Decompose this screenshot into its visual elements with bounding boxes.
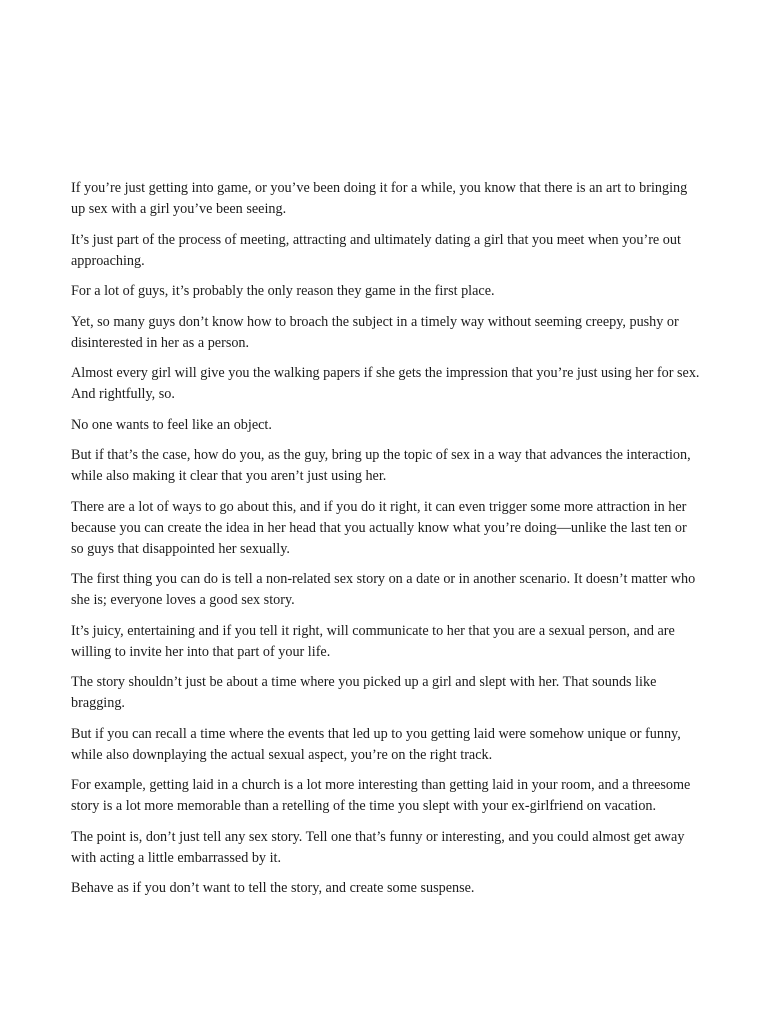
paragraph: But if you can recall a time where the events that led up to you getting laid were somehow unique or funny, while also downplaying the actual sexual aspect, you’re on the right track. xyxy=(71,725,681,763)
paragraph: It’s just part of the process of meeting, attracting and ultimately dating a girl that you meet when you’re out approaching. xyxy=(71,231,681,269)
paragraph: For a lot of guys, it’s probably the only reason they game in the first place. xyxy=(71,283,495,299)
paragraph: The story shouldn’t just be about a time where you picked up a girl and slept with her. That sounds like bragging. xyxy=(71,674,657,711)
paragraph: The point is, don’t just tell any sex story. Tell one that’s funny or interesting, and you could almost get away with acting a little embarrassed by it. xyxy=(71,828,685,866)
paragraph: Almost every girl will give you the walking papers if she gets the impression that you’re just using her for sex. And rightfully, so. xyxy=(71,365,700,402)
paragraph: There are a lot of ways to go about this, and if you do it right, it can even trigger some more attraction in her because you can create the idea in her head that you actually know what you’re doing—unlike the last ten or so guys that disappointed her sexually. xyxy=(71,498,687,557)
paragraph: It’s juicy, entertaining and if you tell it right, will communicate to her that you are a sexual person, and are willing to invite her into that part of your life. xyxy=(71,622,675,660)
paragraph: Yet, so many guys don’t know how to broach the subject in a timely way without seeming creepy, pushy or disinterested in her as a person. xyxy=(71,313,679,351)
paragraph: The first thing you can do is tell a non-related sex story on a date or in another scenario. It doesn’t matter who she is; everyone loves a good sex story. xyxy=(71,571,696,608)
paragraph: No one wants to feel like an object. xyxy=(71,416,272,433)
paragraph: For example, getting laid in a church is a lot more interesting than getting laid in your room, and a threesome story is a lot more memorable than a retelling of the time you slept with your ex-girlfriend on vacation. xyxy=(71,777,691,814)
paragraph: But if that’s the case, how do you, as the guy, bring up the topic of sex in a way that advances the interaction, while also making it clear that you aren’t just using her. xyxy=(71,447,691,484)
document-body xyxy=(71,178,701,909)
paragraph: If you’re just getting into game, or you’ve been doing it for a while, you know that there is an art to bringing up sex with a girl you’ve been seeing. xyxy=(71,180,688,217)
paragraph: Behave as if you don’t want to tell the story, and create some suspense. xyxy=(71,880,475,896)
